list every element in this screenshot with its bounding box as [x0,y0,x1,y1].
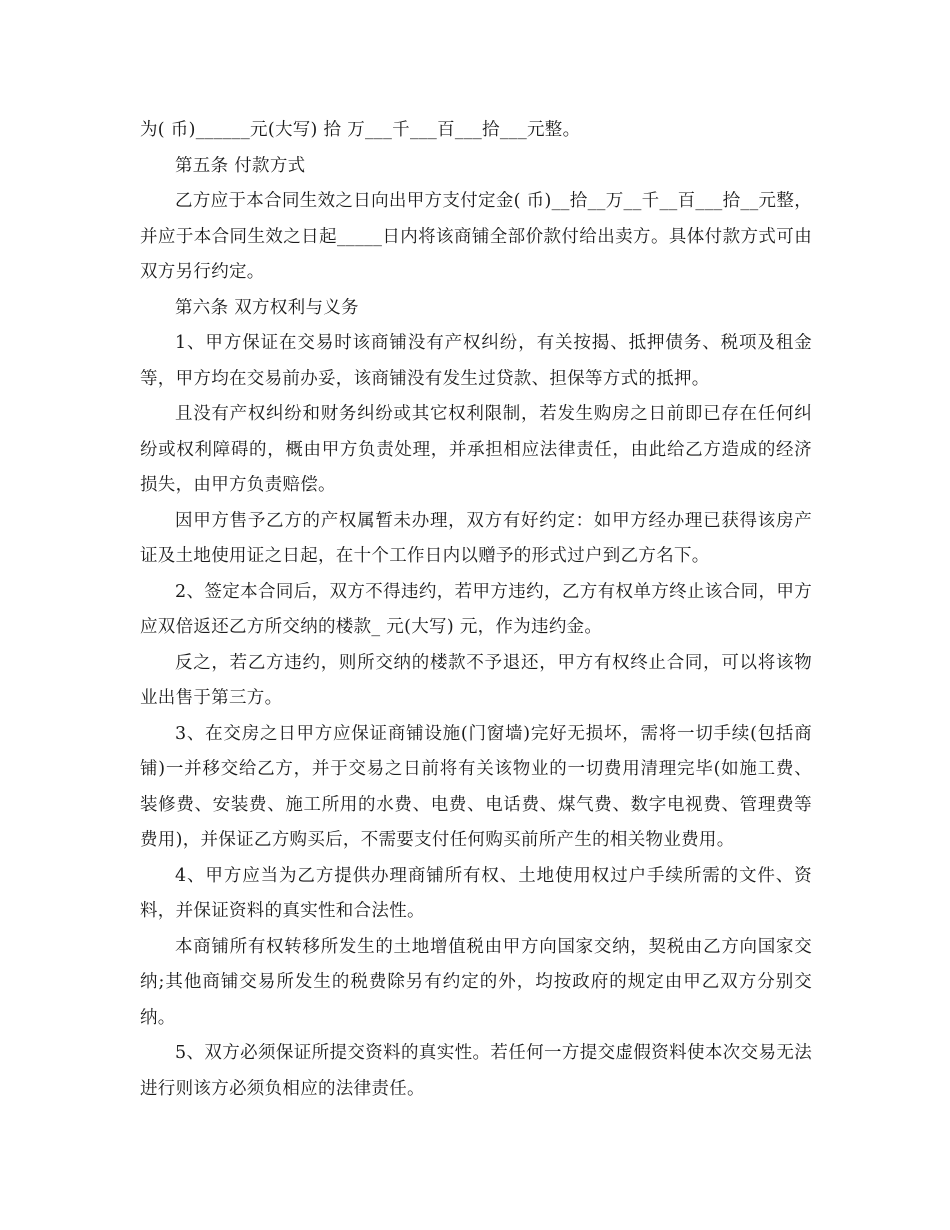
clause-1-title-transfer: 因甲方售予乙方的产权属暂未办理，双方有好约定：如甲方经办理已获得该房产证及土地使用证之日起，在十个工作日内以赠予的形式过户到乙方名下。 [140,510,812,566]
article-5-deposit-clause: 乙方应于本合同生效之日向出甲方支付定金( 币)__拾__万__千__百___拾__元整，并应于本合同生效之日起_____日内将该商铺全部价款付给出卖方。具体付款方式可由双方另行约定。 [140,191,812,282]
clause-2-buyer-breach: 反之，若乙方违约，则所交纳的楼款不予退还，甲方有权终止合同，可以将该物业出售于第三方。 [140,652,812,708]
clause-4-documents: 4、甲方应当为乙方提供办理商铺所有权、土地使用权过户手续所需的文件、资料，并保证资料的真实性和合法性。 [140,865,812,921]
clause-2-seller-breach: 2、签定本合同后，双方不得违约，若甲方违约，乙方有权单方终止该合同，甲方应双倍返还乙方所交纳的楼款_ 元(大写) 元，作为违约金。 [140,581,812,637]
clause-3-handover: 3、在交房之日甲方应保证商铺设施(门窗墙)完好无损坏，需将一切手续(包括商铺)一并移交给乙方，并于交易之日前将有关该物业的一切费用清理完毕(如施工费、装修费、安装费、施工所用的水费、电费、电话费、煤气费、数字电视费、管理费等费用)，并保证乙方购买后，不需要支付任何购买前所产生的相关物业费用。 [140,723,812,850]
clause-4-taxes: 本商铺所有权转移所发生的土地增值税由甲方向国家交纳，契税由乙方向国家交纳;其他商铺交易所发生的税费除另有约定的外，均按政府的规定由甲乙双方分别交纳。 [140,936,812,1028]
clause-5-authenticity: 5、双方必须保证所提交资料的真实性。若任何一方提交虚假资料使本次交易无法进行则该方必须负相应的法律责任。 [140,1043,812,1099]
clause-1-dispute-liability: 且没有产权纠纷和财务纠纷或其它权利限制，若发生购房之日前即已存在任何纠纷或权利障碍的，概由甲方负责处理，并承担相应法律责任，由此给乙方造成的经济损失，由甲方负责赔偿。 [140,404,812,495]
contract-body [140,113,812,1107]
clause-1-seller-guarantee: 1、甲方保证在交易时该商铺没有产权纠纷，有关按揭、抵押债务、税项及租金等，甲方均在交易前办妥，该商铺没有发生过贷款、担保等方式的抵押。 [140,333,812,389]
article-5-heading: 第五条 付款方式 [175,155,306,176]
price-amount-line: 为( 币)______元(大写) 拾 万___千___百___拾___元整。 [140,120,581,140]
article-6-heading: 第六条 双方权利与义务 [175,297,359,318]
